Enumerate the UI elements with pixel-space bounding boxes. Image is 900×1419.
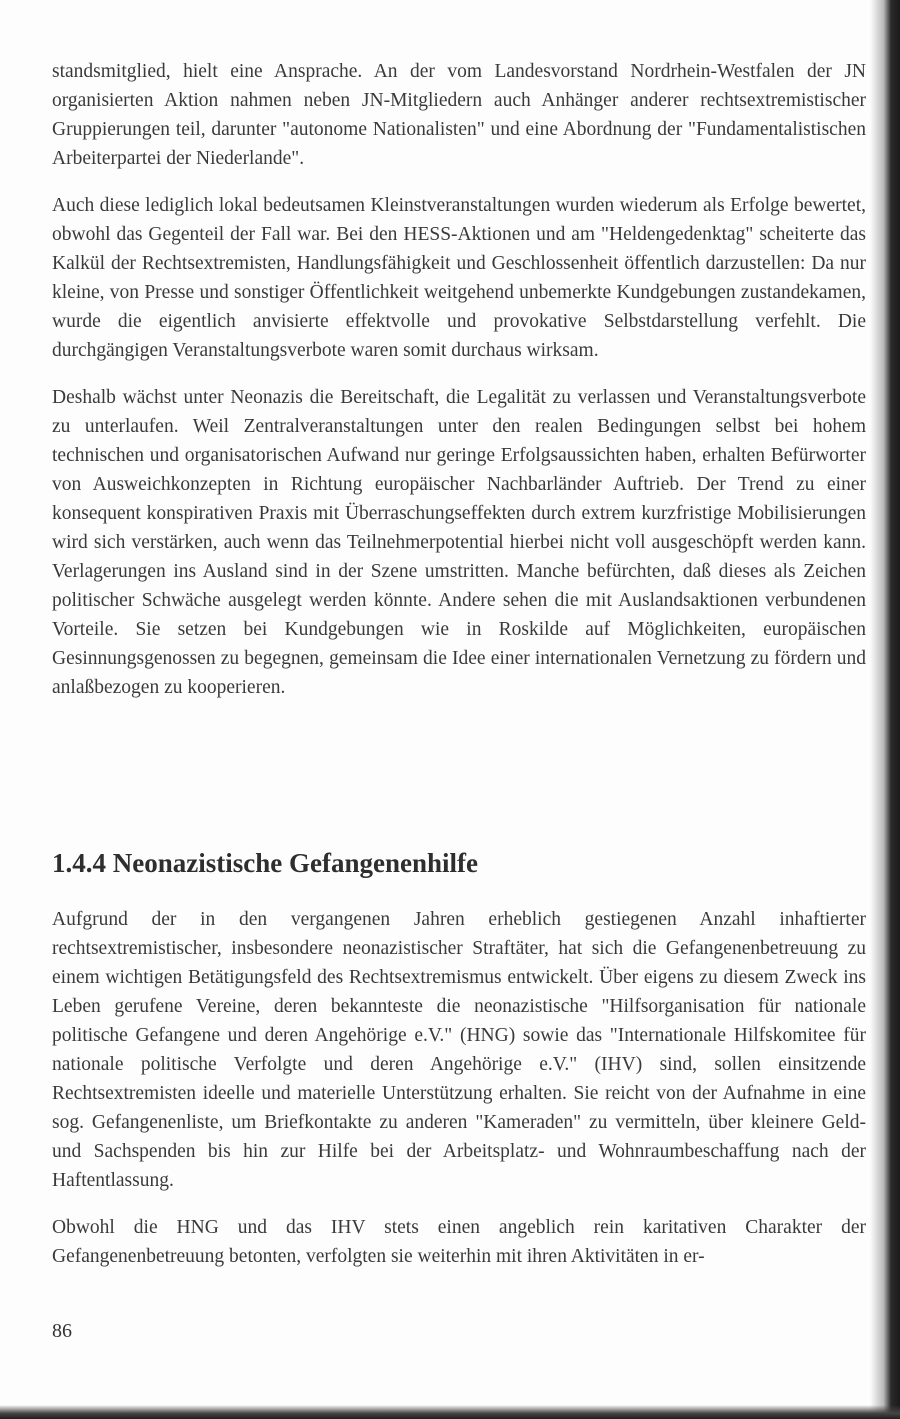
paragraph: Deshalb wächst unter Neonazis die Bereitschaft, die Legalität zu verlassen und Veranstaltungsverbote zu unterlaufen. Weil Zentralveranstaltungen unter den realen Bedingungen selbst bei hohem technischen und organisatorischen Aufwand nur geringe Erfolgsaussichten haben, erhalten Befürworter von Ausweichkonzepten in Richtung europäischer Nachbarländer Auftrieb. Der Trend zu einer konsequent konspirativen Praxis mit Überraschungseffekten durch extrem kurzfristige Mobilisierungen wird sich verstärken, auch wenn das Teilnehmerpotential hierbei nicht voll ausgeschöpft werden kann. Verlagerungen ins Ausland sind in der Szene umstritten. Manche befürchten, daß dieses als Zeichen politischer Schwäche ausgelegt werden könnte. Andere sehen die mit Auslandsaktionen verbundenen Vorteile. Sie setzen bei Kundgebungen wie in Roskilde auf Möglichkeiten, europäischen Gesinnungsgenossen zu begegnen, gemeinsam die Idee einer internationalen Vernetzung zu fördern und anlaßbezogen zu kooperieren.: [52, 387, 866, 698]
paragraph: Aufgrund der in den vergangenen Jahren erheblich gestiegenen Anzahl inhaftierter rechtsextremistischer, insbesondere neonazistischer Straftäter, hat sich die Gefangenenbetreuung zu einem wichtigen Betätigungsfeld des Rechtsextremismus entwickelt. Über eigens zu diesem Zweck ins Leben gerufene Vereine, deren bekannteste die neonazistische "Hilfsorganisation für nationale politische Gefangene und deren Angehörige e.V." (HNG) sowie das "Internationale Hilfskomitee für nationale politische Verfolgte und deren Angehörige e.V." (IHV) sind, sollen einsitzende Rechtsextremisten ideelle und materielle Unterstützung erhalten. Sie reicht von der Aufnahme in eine sog. Gefangenenliste, um Briefkontakte zu anderen "Kameraden" zu vermitteln, über kleinere Geld- und Sachspenden bis hin zur Hilfe bei der Arbeitsplatz- und Wohnraumbeschaffung nach der Haftentlassung.: [52, 909, 866, 1191]
body-text-top: [52, 57, 866, 702]
paragraph: Auch diese lediglich lokal bedeutsamen Kleinstveranstaltungen wurden wiederum als Erfolge bewertet, obwohl das Gegenteil der Fall war. Bei den HESS-Aktionen und am "Heldengedenktag" scheiterte das Kalkül der Rechtsextremisten, Handlungsfähigkeit und Geschlossenheit öffentlich darzustellen: Da nur kleine, von Presse und sonstiger Öffentlichkeit weitgehend unbemerkte Kundgebungen zustandekamen, wurde die eigentlich anvisierte effektvolle und provokative Selbstdarstellung verfehlt. Die durchgängigen Veranstaltungsverbote waren somit durchaus wirksam.: [52, 195, 866, 361]
page-bottom-edge: [0, 1405, 900, 1419]
page-number: 86: [52, 1320, 72, 1342]
book-spine-shadow: [870, 0, 900, 1419]
section-heading: 1.4.4 Neonazistische Gefangenenhilfe: [52, 848, 478, 878]
paragraph: standsmitglied, hielt eine Ansprache. An der vom Landesvorstand Nordrhein-Westfalen der JN organisierten Aktion nahmen neben JN-Mitgliedern auch Anhänger anderer rechtsextremistischer Gruppierungen teil, darunter "autonome Nationalisten" und eine Abordnung der "Fundamentalistischen Arbeiterpartei der Niederlande".: [52, 61, 866, 169]
body-text-bottom: [52, 905, 866, 1271]
paragraph: Obwohl die HNG und das IHV stets einen angeblich rein karitativen Charakter der Gefangenenbetreuung betonten, verfolgten sie weiterhin mit ihren Aktivitäten in er-: [52, 1217, 866, 1267]
